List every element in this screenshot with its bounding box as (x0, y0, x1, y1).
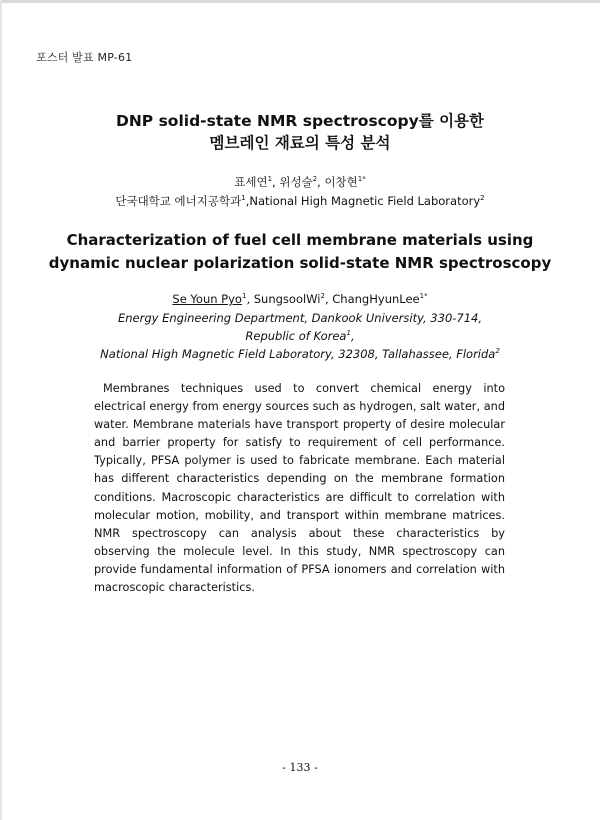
english-affiliation-line3-sup: 2 (495, 347, 500, 356)
korean-title-line1: DNP solid-state NMR spectroscopy를 이용한 (115, 112, 485, 130)
korean-author-sup: 2 (312, 175, 318, 184)
korean-author-sup: 1* (357, 175, 366, 184)
korean-affiliation-sup1: 1 (241, 194, 246, 203)
english-affiliation-line2-text: Republic of Korea (245, 329, 347, 343)
korean-affiliation-part1: 단국대학교 에너지공학과 (115, 194, 242, 208)
english-authors: Se Youn Pyo$^1$, SungsoolWi$^2$, ChangHyunLee$^{1*}$ (172, 292, 428, 306)
english-affiliation (0, 309, 600, 363)
korean-affiliation (0, 193, 600, 209)
english-title (0, 229, 600, 275)
session-label: 포스터 발표 MP-61 (36, 51, 133, 64)
english-title-line2: dynamic nuclear polarization solid-state NMR spectroscopy (48, 254, 552, 272)
english-author-name: SungsoolWi (253, 292, 321, 306)
english-author-sup: 1* (419, 292, 428, 301)
korean-affiliation-part2: ,National High Magnetic Field Laboratory (245, 194, 481, 208)
english-author-name: Se Youn Pyo (172, 292, 242, 306)
english-title-line1: Characterization of fuel cell membrane materials using (66, 231, 534, 249)
korean-affiliation-sup2: 2 (480, 194, 485, 203)
english-affiliation-line2-tail: , (350, 329, 355, 343)
korean-author-name: 이창현 (324, 175, 358, 189)
english-author-sup: 2 (320, 292, 325, 301)
english-affiliation-line1: Energy Engineering Department, Dankook University, 330-714, (117, 311, 483, 325)
korean-authors: 표세연$^1$, 위성술$^2$, 이창현$^{1*}$ (234, 175, 366, 189)
abstract-body (94, 380, 505, 597)
abstract-paragraph: Membranes techniques used to convert chemical energy into electrical energy from energy sources such as hydrogen, salt water, and water. Membrane materials have transport property of desire molecular and barrier property for satisfy to requirement of cell performance. Typically, PFSA polymer is used to fabricate membrane. Each material has different characteristics depending on the membrane formation conditions. Macroscopic characteristics are difficult to correlation with molecular motion, mobility, and transport within membrane matrices. NMR spectroscopy can analysis about these characteristics by observing the molecule level. In this study, NMR spectroscopy can provide fundamental information of PFSA ionomers and correlation with macroscopic characteristics. (94, 382, 505, 595)
korean-author-sup: 1 (267, 175, 273, 184)
english-author-name: ChangHyunLee (332, 292, 420, 306)
korean-author-name: 위성술 (279, 175, 313, 189)
page-number: - 133 - (282, 761, 318, 774)
english-affiliation-line3 (0, 345, 600, 363)
english-affiliation-line3-text: National High Magnetic Field Laboratory, 32308, Tallahassee, Florida (100, 347, 496, 361)
korean-title-line2: 멤브레인 재료의 특성 분석 (209, 134, 391, 152)
korean-title (0, 110, 600, 154)
english-affiliation-line2 (0, 327, 600, 345)
english-author-sup: 1 (241, 292, 247, 301)
korean-author-name: 표세연 (234, 175, 268, 189)
english-affiliation-line2-sup: 1 (346, 329, 351, 338)
page-frame-top (0, 0, 600, 3)
